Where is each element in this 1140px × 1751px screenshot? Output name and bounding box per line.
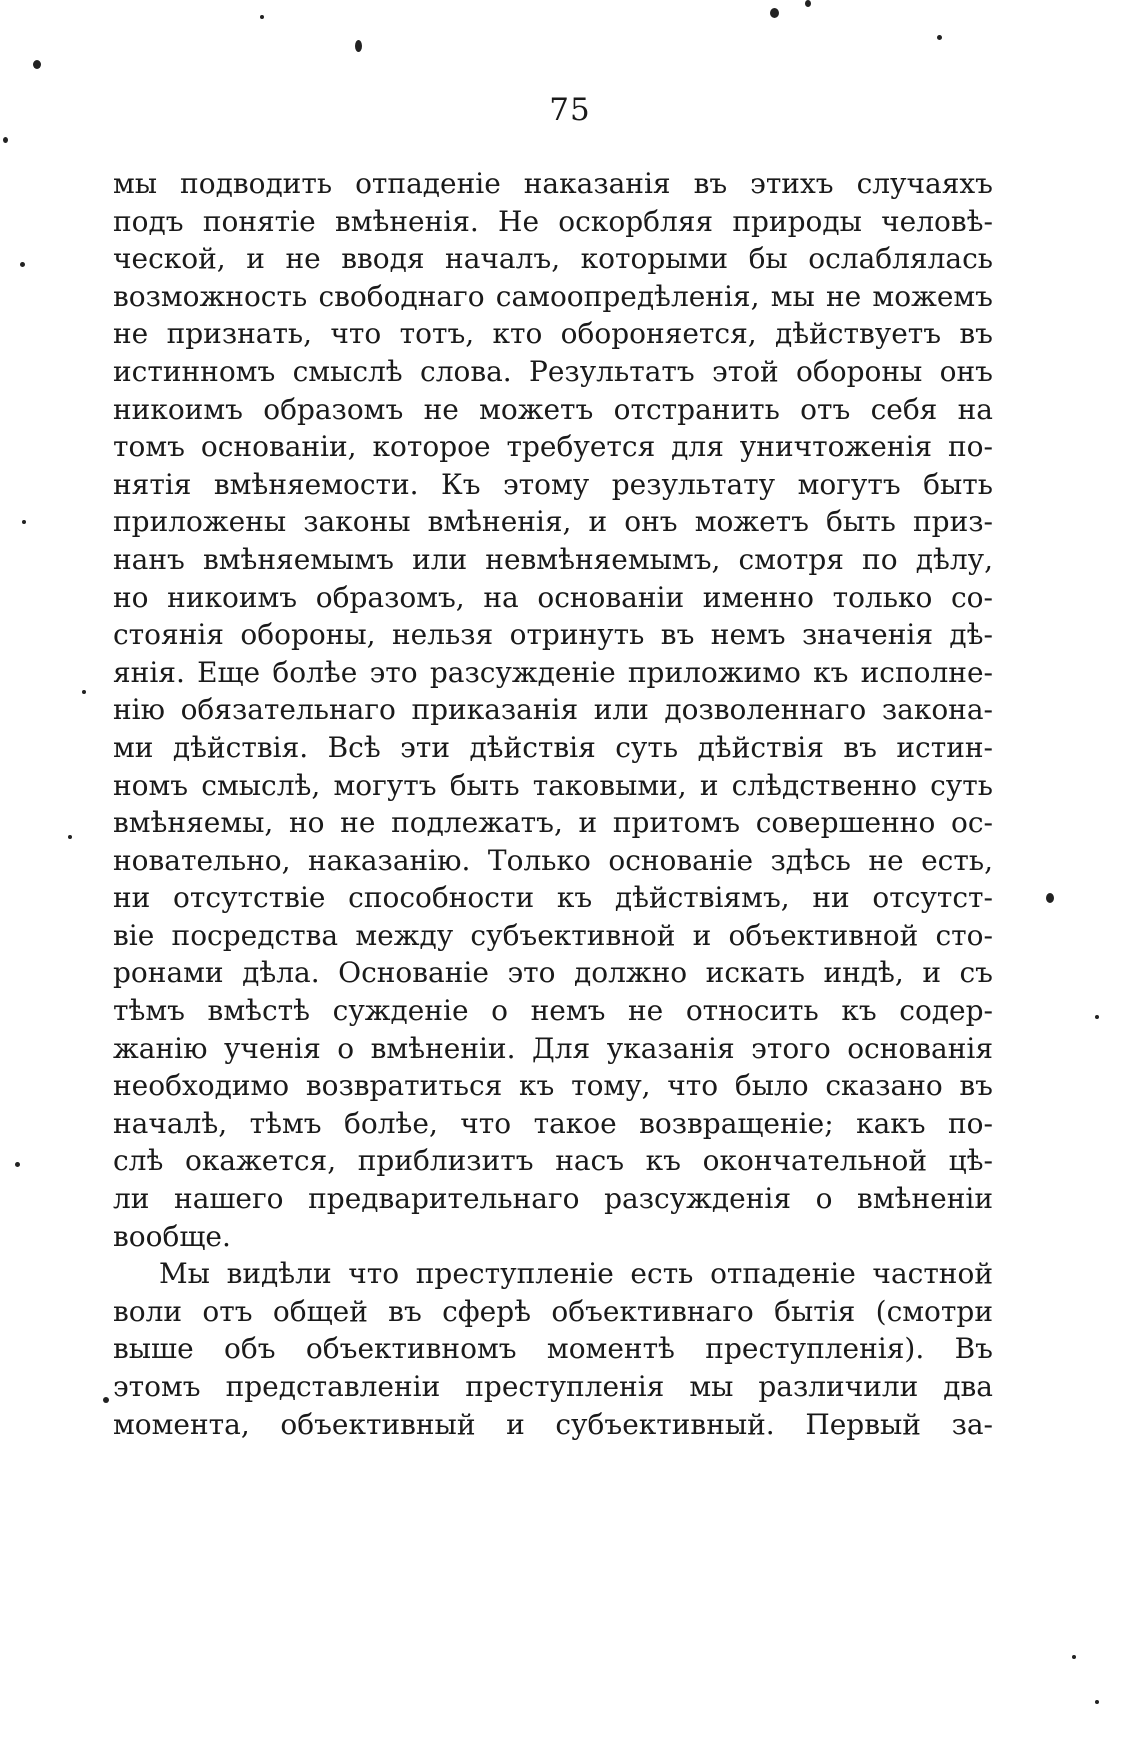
text-line: воли отъ общей въ сферѣ объективнаго бытія (смотри [113,1294,993,1328]
text-line: жанію ученія о вмѣненіи. Для указанія этого основанія [113,1031,993,1065]
text-line: подъ понятіе вмѣненія. Не оскорбляя природы человѣ- [113,204,993,238]
text-line: стоянія обороны, нельзя отринуть въ немъ значенія дѣ- [113,618,993,652]
speck [22,520,26,524]
page-number: 75 [549,92,591,128]
text-line: приложены законы вмѣненія, и онъ можетъ быть приз- [113,505,993,539]
text-line: выше объ объективномъ моментѣ преступленія). Въ [113,1332,993,1366]
speck [3,137,8,143]
speck [15,1162,20,1167]
text-line: номъ смыслѣ, могутъ быть таковыми, и слѣдственно суть [113,768,993,802]
text-line: Мы видѣли что преступленіе есть отпаденіе частной [159,1257,993,1291]
body-text [113,165,993,1443]
text-line: ни отсутствіе способности къ дѣйствіямъ, ни отсутст- [113,881,993,915]
text-line: этомъ представленіи преступленія мы различили два [113,1370,993,1403]
text-line: нію обязательнаго приказанія или дозволеннаго закона- [113,693,993,727]
speck [1046,893,1054,903]
speck [937,35,942,40]
speck [260,15,264,19]
text-line: новательно, наказанію. Только основаніе здѣсь не есть, [113,843,993,877]
text-line: началѣ, тѣмъ болѣе, что такое возвращеніе; какъ по- [113,1106,993,1140]
text-line: истинномъ смыслѣ слова. Результатъ этой обороны онъ [113,354,993,388]
text-line: нанъ вмѣняемымъ или невмѣняемымъ, смотря по дѣлу, [113,542,993,576]
text-line: возможность свободнаго самоопредѣленія, мы не можемъ [113,279,993,313]
paragraph [113,165,993,1255]
speck [1095,1700,1099,1704]
text-line: никоимъ образомъ не можетъ отстранить отъ себя на [113,392,993,426]
speck [805,0,811,7]
speck [1095,1015,1099,1019]
text-line: но никоимъ образомъ, на основаніи именно только со- [113,580,993,614]
text-line: янія. Еще болѣе это разсужденіе приложимо къ исполне- [113,655,993,689]
paragraph [113,1255,993,1443]
text-line: ли нашего предварительнаго разсужденія о вмѣненіи [113,1182,993,1216]
speck [20,262,25,267]
speck [1072,1655,1076,1659]
text-line: ми дѣйствія. Всѣ эти дѣйствія суть дѣйствія въ истин- [113,730,993,764]
text-line: мы подводить отпаденіе наказанія въ этихъ случаяхъ [113,167,993,200]
text-line: томъ основаніи, которое требуется для уничтоженія по- [113,430,993,464]
text-line: необходимо возвратиться къ тому, что было сказано въ [113,1069,993,1103]
text-line: ронами дѣла. Основаніе это должно искать индѣ, и съ [113,956,993,990]
text-line: ческой, и не вводя началъ, которыми бы ослаблялась [113,242,993,276]
text-line: нятія вмѣняемости. Къ этому результату могутъ быть [113,467,993,501]
text-line: момента, объективный и субъективный. Первый за- [113,1407,993,1441]
text-line: вообще. [113,1219,231,1253]
text-line: слѣ окажется, приблизитъ насъ къ окончательной цѣ- [113,1144,993,1178]
speck [68,835,72,839]
text-line: вмѣняемы, но не подлежатъ, и притомъ совершенно ос- [113,806,993,840]
speck [770,8,779,18]
text-line: тѣмъ вмѣстѣ сужденіе о немъ не относить къ содер- [113,994,993,1028]
speck [82,690,86,694]
speck [103,1397,109,1403]
text-line: віе посредства между субъективной и объективной сто- [113,918,993,952]
speck [33,60,41,69]
speck [355,40,362,52]
text-line: не признать, что тотъ, кто обороняется, дѣйствуетъ въ [113,317,993,351]
